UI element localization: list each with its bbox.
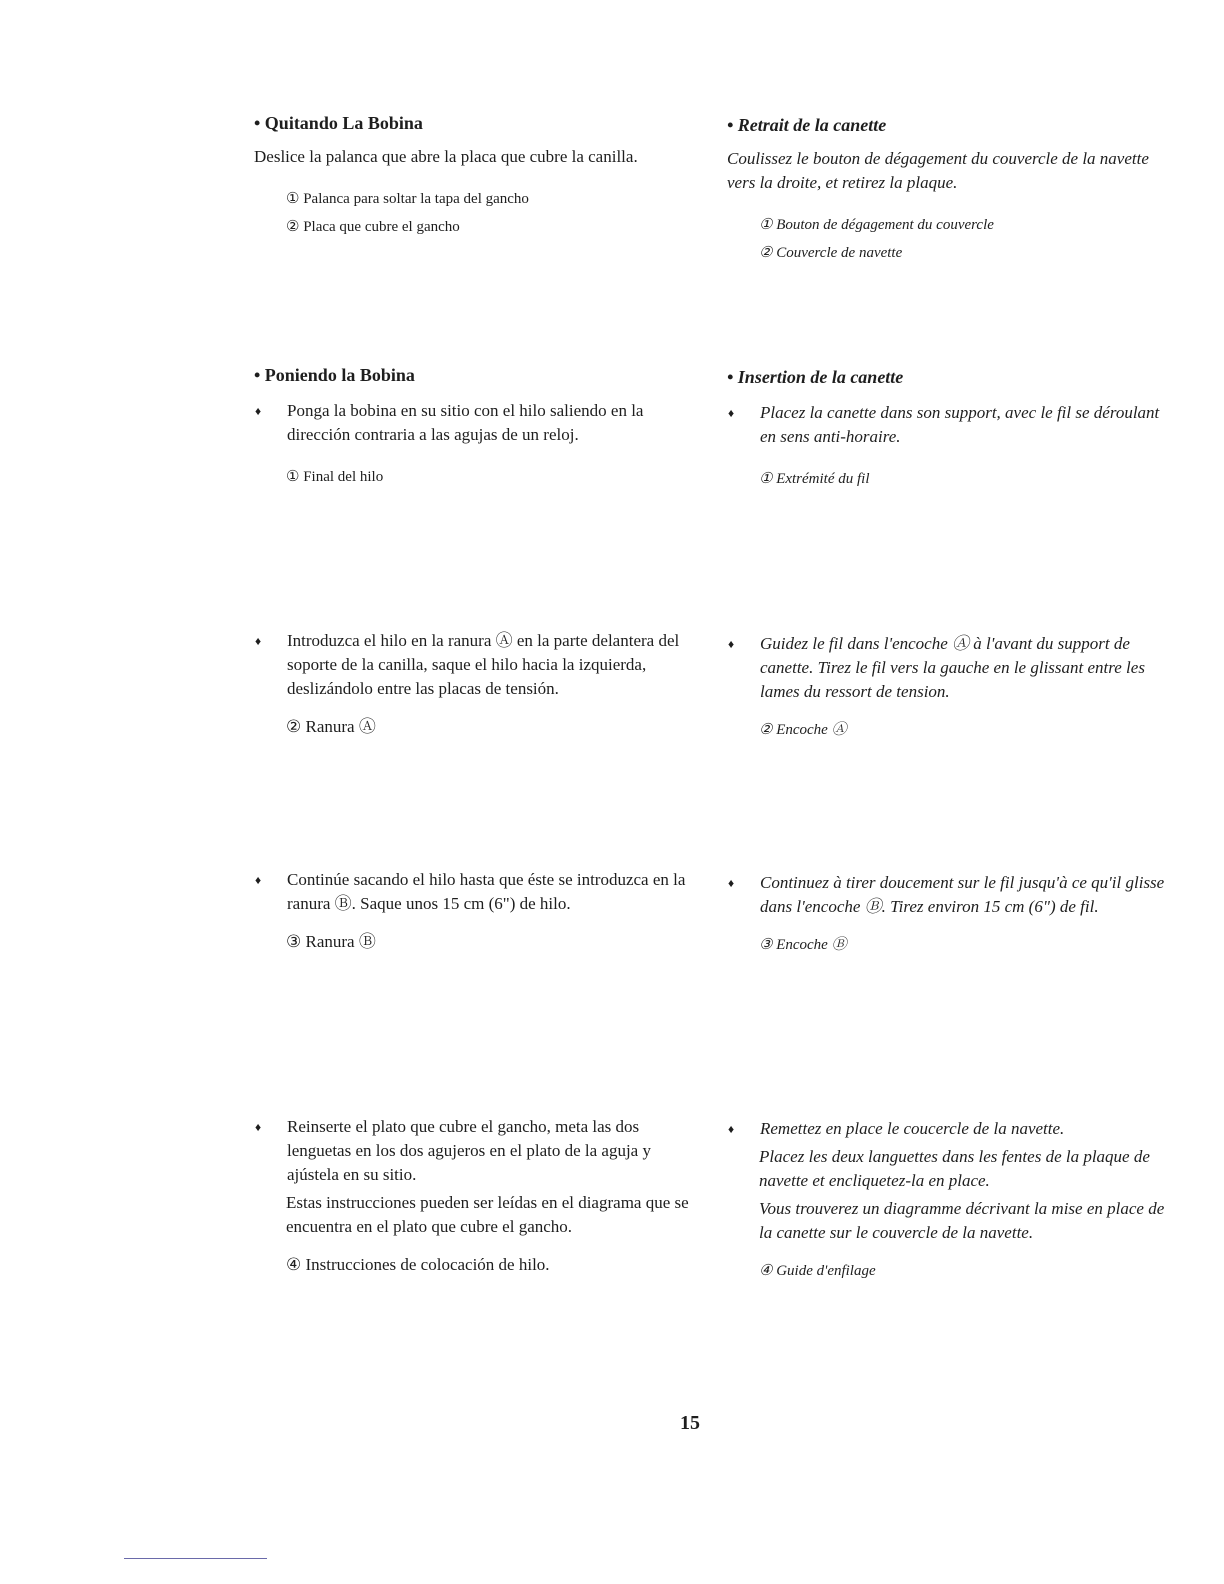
instruction-text: Placez les deux languettes dans les fentes de la plaque de navette et encliquetez-la en place. [759, 1147, 1150, 1190]
legend-item: ③ Encoche Ⓑ [759, 937, 847, 953]
instruction-text: Placez la canette dans son support, avec le fil se déroulant en sens anti-horaire. [760, 403, 1160, 446]
section-thread-slot-a-es [254, 629, 694, 741]
bullet-item [254, 868, 694, 916]
instruction-text: Introduzca el hilo en la ranura Ⓐ en la parte delantera del soporte de la canilla, saque el hilo hacia la izquierda, deslizándolo entre las placas de tensión. [287, 631, 680, 698]
bullet-item [727, 1117, 1167, 1141]
legend-item: ② Ranura Ⓐ [286, 717, 376, 736]
legend-item: ② Couvercle de navette [759, 245, 903, 261]
legend-item: ② Encoche Ⓐ [759, 722, 847, 738]
instruction-text: Deslice la palanca que abre la placa que cubre la canilla. [254, 147, 638, 166]
bullet-diamond-icon: ♦ [255, 634, 262, 648]
bullet-diamond-icon: ♦ [728, 637, 735, 651]
instruction-text: Reinserte el plato que cubre el gancho, meta las dos lenguetas en los dos agujeros en el plato de la aguja y ajústela en su sitio. [287, 1117, 651, 1184]
bullet-item [254, 1115, 694, 1187]
heading-quitando-la-bobina: • Quitando La Bobina [254, 113, 423, 133]
bottom-rule-divider [124, 1558, 267, 1559]
heading-retrait-de-la-canette: • Retrait de la canette [727, 115, 887, 135]
section-thread-slot-b-fr [727, 871, 1167, 959]
bullet-diamond-icon: ♦ [255, 1120, 262, 1134]
section-insert-bobbin-fr [727, 365, 1167, 493]
section-remove-bobbin-fr [727, 113, 1167, 267]
bullet-diamond-icon: ♦ [728, 406, 735, 420]
legend-item: ④ Guide d'enfilage [759, 1263, 876, 1279]
legend-item: ③ Ranura Ⓑ [286, 932, 376, 951]
instruction-text: Coulissez le bouton de dégagement du couvercle de la navette vers la droite, et retirez la plaque. [727, 149, 1149, 192]
bullet-item [727, 401, 1167, 449]
bullet-diamond-icon: ♦ [728, 1122, 735, 1136]
instruction-text: Remettez en place le coucercle de la navette. [760, 1119, 1065, 1138]
bullet-diamond-icon: ♦ [255, 404, 262, 418]
bullet-item [254, 629, 694, 701]
instruction-text: Guidez le fil dans l'encoche Ⓐ à l'avant du support de canette. Tirez le fil vers la gauche en le glissant entre les lames du ressort de tension. [760, 634, 1145, 701]
bullet-diamond-icon: ♦ [728, 876, 735, 890]
legend-item: ① Palanca para soltar la tapa del gancho [286, 191, 529, 207]
instruction-text: Estas instrucciones pueden ser leídas en el diagrama que se encuentra en el plato que cubre el gancho. [286, 1193, 689, 1236]
bullet-item [727, 632, 1167, 704]
heading-poniendo-la-bobina: • Poniendo la Bobina [254, 365, 415, 385]
instruction-text: Ponga la bobina en su sitio con el hilo saliendo en la dirección contraria a las agujas de un reloj. [287, 401, 644, 444]
bullet-item [254, 399, 694, 447]
legend-item: ① Extrémité du fil [759, 471, 870, 487]
instruction-text: Continúe sacando el hilo hasta que éste se introduzca en la ranura Ⓑ. Saque unos 15 cm (6") de hilo. [287, 870, 686, 913]
section-insert-bobbin-es [254, 363, 694, 491]
page-number: 15 [680, 1412, 700, 1434]
legend-item: ① Final del hilo [286, 469, 384, 485]
bullet-diamond-icon: ♦ [255, 873, 262, 887]
section-thread-slot-b-es [254, 868, 694, 956]
section-remove-bobbin-es [254, 111, 694, 241]
legend-item: ① Bouton de dégagement du couvercle [759, 217, 994, 233]
instruction-text: Continuez à tirer doucement sur le fil jusqu'à ce qu'il glisse dans l'encoche Ⓑ. Tirez environ 15 cm (6") de fil. [760, 873, 1165, 916]
heading-insertion-de-la-canette: • Insertion de la canette [727, 367, 904, 387]
legend-item: ② Placa que cubre el gancho [286, 219, 460, 235]
section-reinsert-cover-es [254, 1115, 694, 1279]
section-thread-slot-a-fr [727, 632, 1167, 744]
bullet-item [727, 871, 1167, 919]
instruction-text: Vous trouverez un diagramme décrivant la mise en place de la canette sur le couvercle de la navette. [759, 1199, 1165, 1242]
section-reinsert-cover-fr [727, 1117, 1167, 1285]
legend-item: ④ Instrucciones de colocación de hilo. [286, 1255, 550, 1274]
